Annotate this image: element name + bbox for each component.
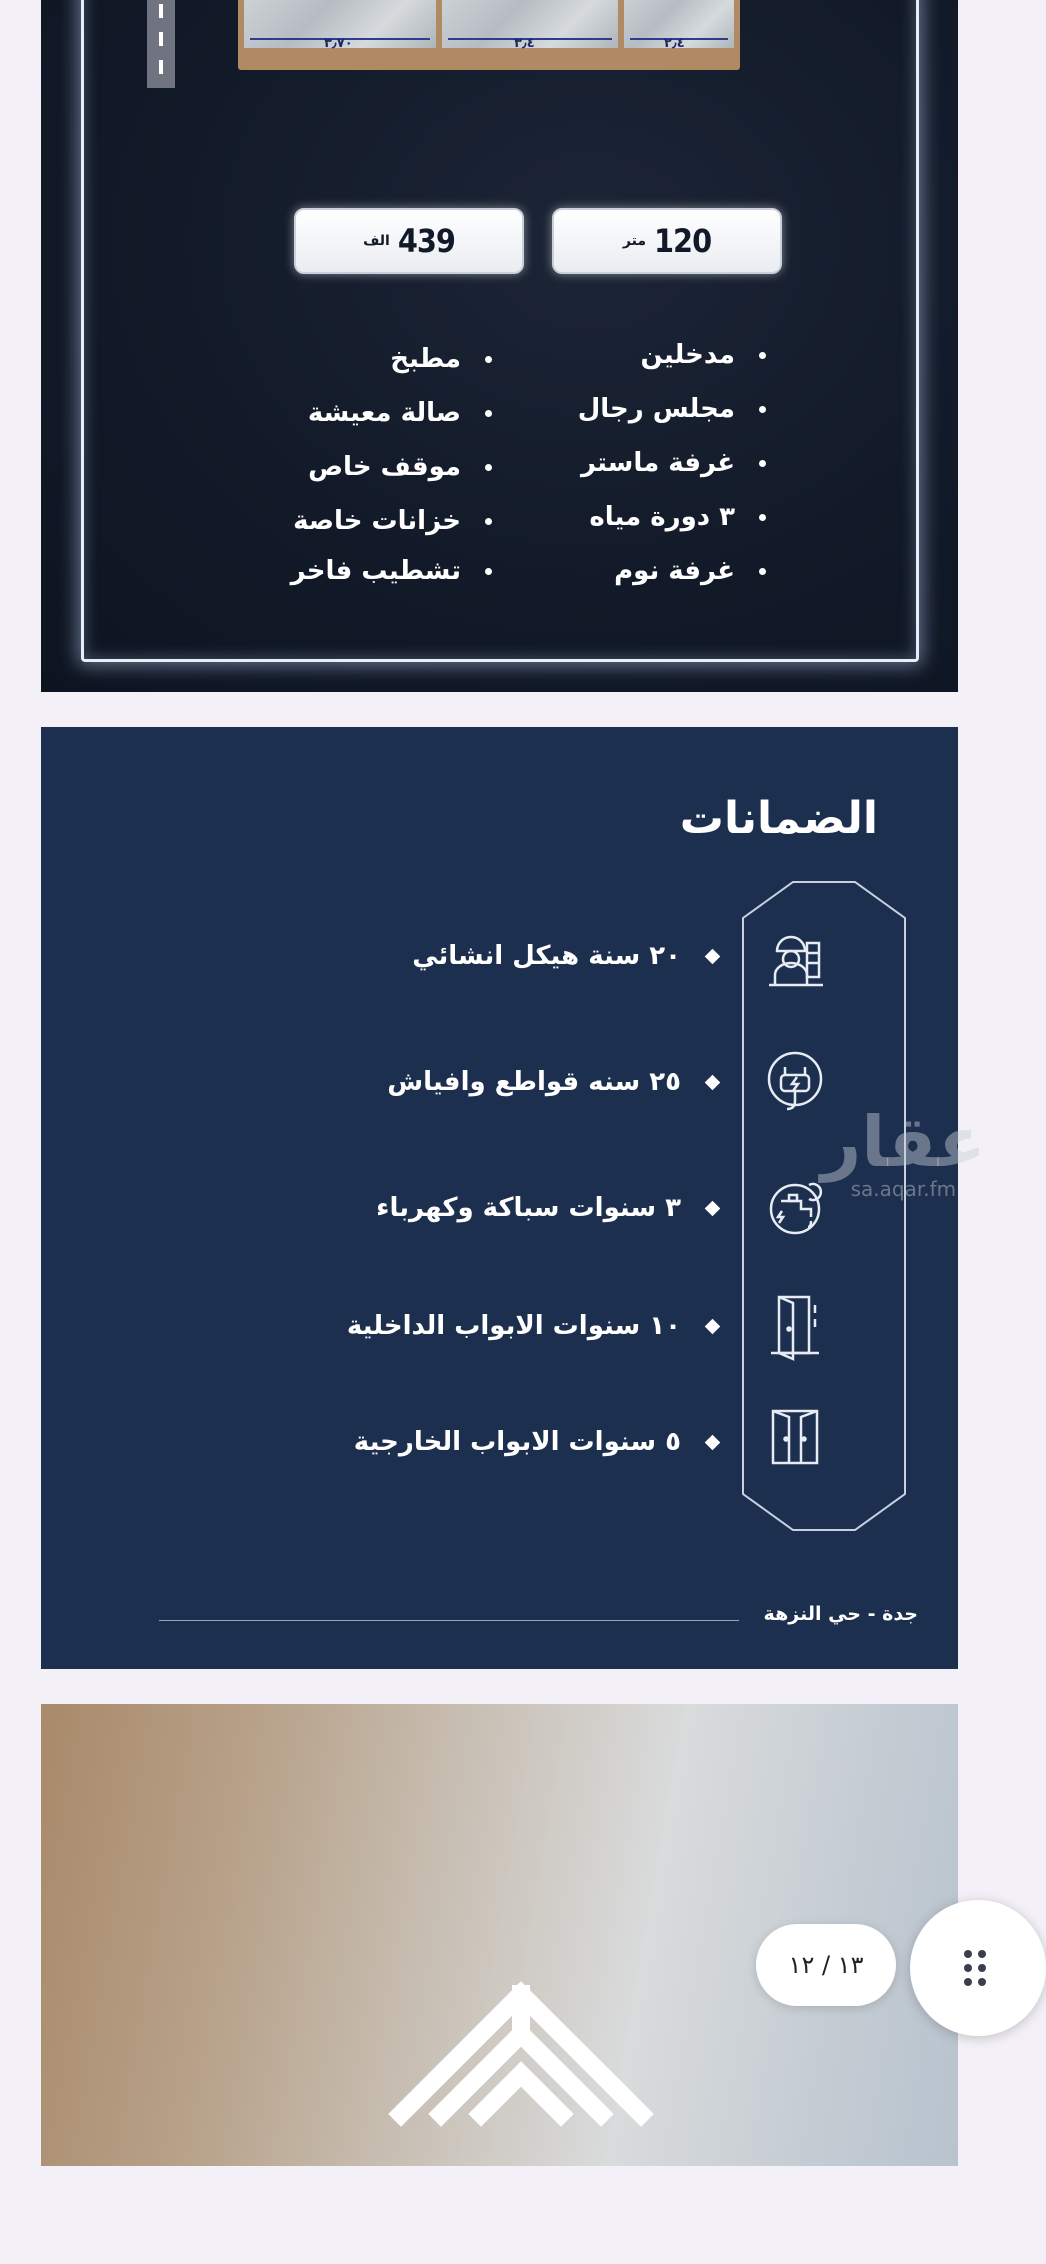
feature-item: مطبخ <box>390 344 492 374</box>
feature-item: ٣ دورة مياه <box>589 502 766 532</box>
guarantee-item: ٢٥ سنه قواطع وافياش <box>387 1067 718 1097</box>
aqar-watermark: عقار sa.aqar.fm <box>821 1101 986 1201</box>
glowing-frame <box>81 0 919 662</box>
guarantee-item: ٢٠ سنة هيكل انشائي <box>412 941 718 971</box>
room-dimension: ٢٫٤ <box>664 36 685 51</box>
guarantees-card[interactable] <box>41 727 986 1669</box>
road-marking <box>147 0 175 88</box>
feature-item: غرفة ماستر <box>581 448 766 478</box>
feature-item: مجلس رجال <box>578 394 766 424</box>
nuzha-logo <box>371 1964 671 2264</box>
area-badge <box>552 208 782 274</box>
room-3 <box>624 0 734 51</box>
footer-divider <box>159 1620 739 1621</box>
feature-item: غرفة نوم <box>614 556 766 586</box>
feature-item: مدخلين <box>641 340 766 370</box>
guarantees-title: الضمانات <box>679 793 878 844</box>
exterior-door-icon <box>759 1401 831 1473</box>
construction-worker-icon <box>759 921 831 993</box>
grid-dots-icon[interactable] <box>910 1900 1046 2036</box>
room-dimension: ٣٫٤ <box>514 36 535 51</box>
interior-door-icon <box>759 1289 831 1361</box>
area-value: 120 <box>654 222 712 260</box>
price-unit: الف <box>363 233 390 249</box>
room-1 <box>244 0 436 51</box>
feature-item: تشطيب فاخر <box>291 556 492 586</box>
price-value: 439 <box>397 222 455 260</box>
area-unit: متر <box>622 233 646 249</box>
feature-item: صالة معيشة <box>308 398 492 428</box>
guarantee-item: ٣ سنوات سباكة وكهرباء <box>376 1193 718 1223</box>
floor-plan-card[interactable] <box>41 0 958 692</box>
room-dimension: ٣٫٧٠ <box>324 36 353 51</box>
price-badge <box>294 208 524 274</box>
location-label: جدة - حي النزهة <box>763 1603 918 1625</box>
room-2 <box>442 0 618 51</box>
feature-item: خزانات خاصة <box>293 506 492 536</box>
floor-plan-image <box>238 0 740 70</box>
guarantee-item: ٥ سنوات الابواب الخارجية <box>354 1427 718 1457</box>
page-indicator[interactable]: ١٣ / ١٢ <box>756 1924 896 2006</box>
feature-item: موقف خاص <box>308 452 492 482</box>
guarantee-item: ١٠ سنوات الابواب الداخلية <box>347 1311 718 1341</box>
